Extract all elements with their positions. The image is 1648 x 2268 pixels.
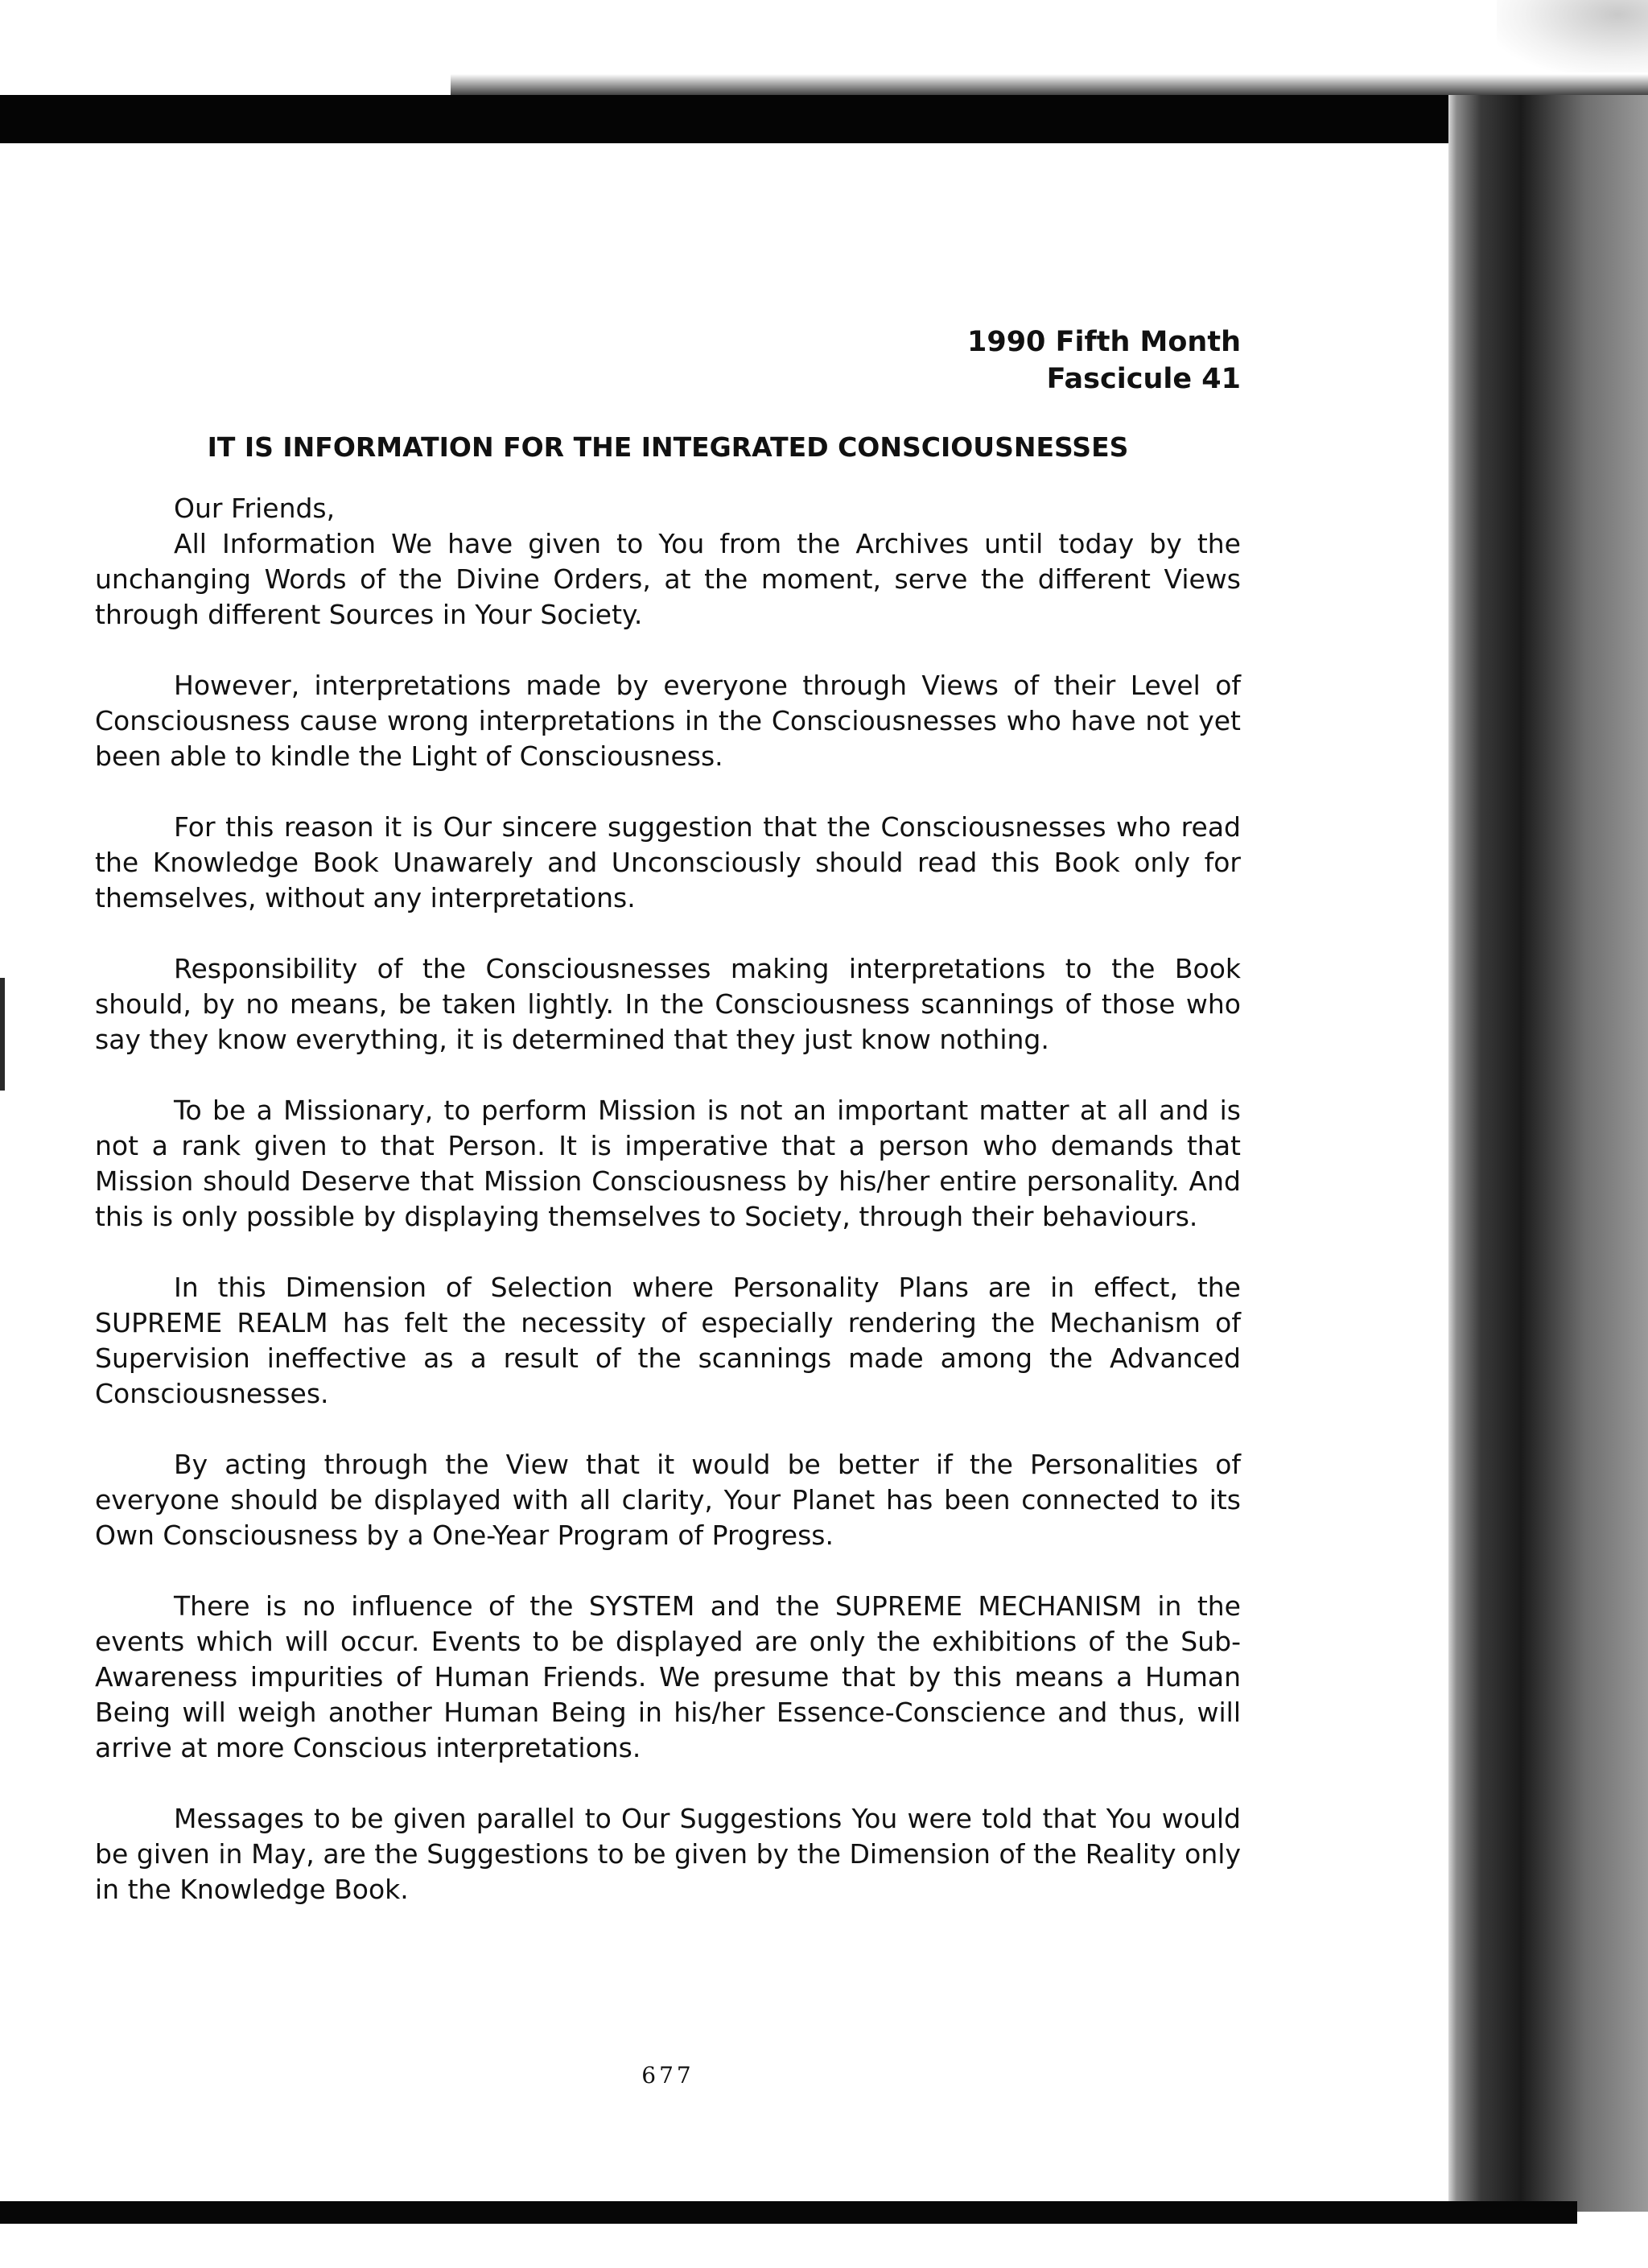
paragraph-8: There is no influence of the SYSTEM and the SUPREME MECHANISM in the events which will occur. Events to be displayed are only the exhibitions of the Sub-Awareness impurities of Human Friends. We presume that by this means a Human Being will weigh another Human Being in his/her Essence-Conscience and thus, will arrive at more Conscious interpretations. [95,1590,1241,1763]
paragraph-1: All Information We have given to You from the Archives until today by the unchanging Words of the Divine Orders, at the moment, serve the different Views through different Sources in Your Society. [95,528,1241,630]
scan-corner-noise [1497,0,1648,72]
paragraph-3: For this reason it is Our sincere suggestion that the Consciousnesses who read the Knowledge Book Unawarely and Unconsciously should read this Book only for themselves, without any interpretations. [95,811,1241,913]
scan-bottom-border [0,2201,1577,2224]
document-body [95,526,1241,1907]
scan-right-border [1448,95,1648,2212]
paragraph-6: In this Dimension of Selection where Personality Plans are in effect, the SUPREME REALM has felt the necessity of especially rendering the Mechanism of Supervision ineffective as a result of the scannings made among the Advanced Consciousnesses. [95,1272,1241,1409]
header-date: 1990 Fifth Month [966,326,1241,358]
scan-top-border [0,95,1648,143]
salutation: Our Friends, [174,493,336,524]
paragraph-9: Messages to be given parallel to Our Suggestions You were told that You would be given in May, are the Suggestions to be given by the Dimension of the Reality only in the Knowledge Book. [95,1803,1241,1905]
document-header [95,324,1241,398]
paragraph-7: By acting through the View that it would be better if the Personalities of everyone should be displayed with all clarity, Your Planet has been connected to its Own Consciousness by a One-Year Program of Progress. [95,1449,1241,1551]
document-page [95,324,1241,1943]
page-number: 677 [641,2062,694,2089]
paragraph-4: Responsibility of the Consciousnesses making interpretations to the Book should, by no means, be taken lightly. In the Consciousness scannings of those who say they know everything, it is determined that they just know nothing. [95,953,1241,1055]
document-title: IT IS INFORMATION FOR THE INTEGRATED CONSCIOUSNESSES [207,431,1129,463]
scan-left-edge [0,978,5,1091]
header-fascicule: Fascicule 41 [1046,363,1241,395]
paragraph-2: However, interpretations made by everyone through Views of their Level of Consciousness cause wrong interpretations in the Consciousnesses who have not yet been able to kindle the Light of Consciousness. [95,670,1241,772]
paragraph-5: To be a Missionary, to perform Mission is not an important matter at all and is not a rank given to that Person. It is imperative that a person who demands that Mission should Deserve that Mission Consciousness by his/her entire personality. And this is only possible by displaying themselves to Society, through their behaviours. [95,1095,1241,1232]
